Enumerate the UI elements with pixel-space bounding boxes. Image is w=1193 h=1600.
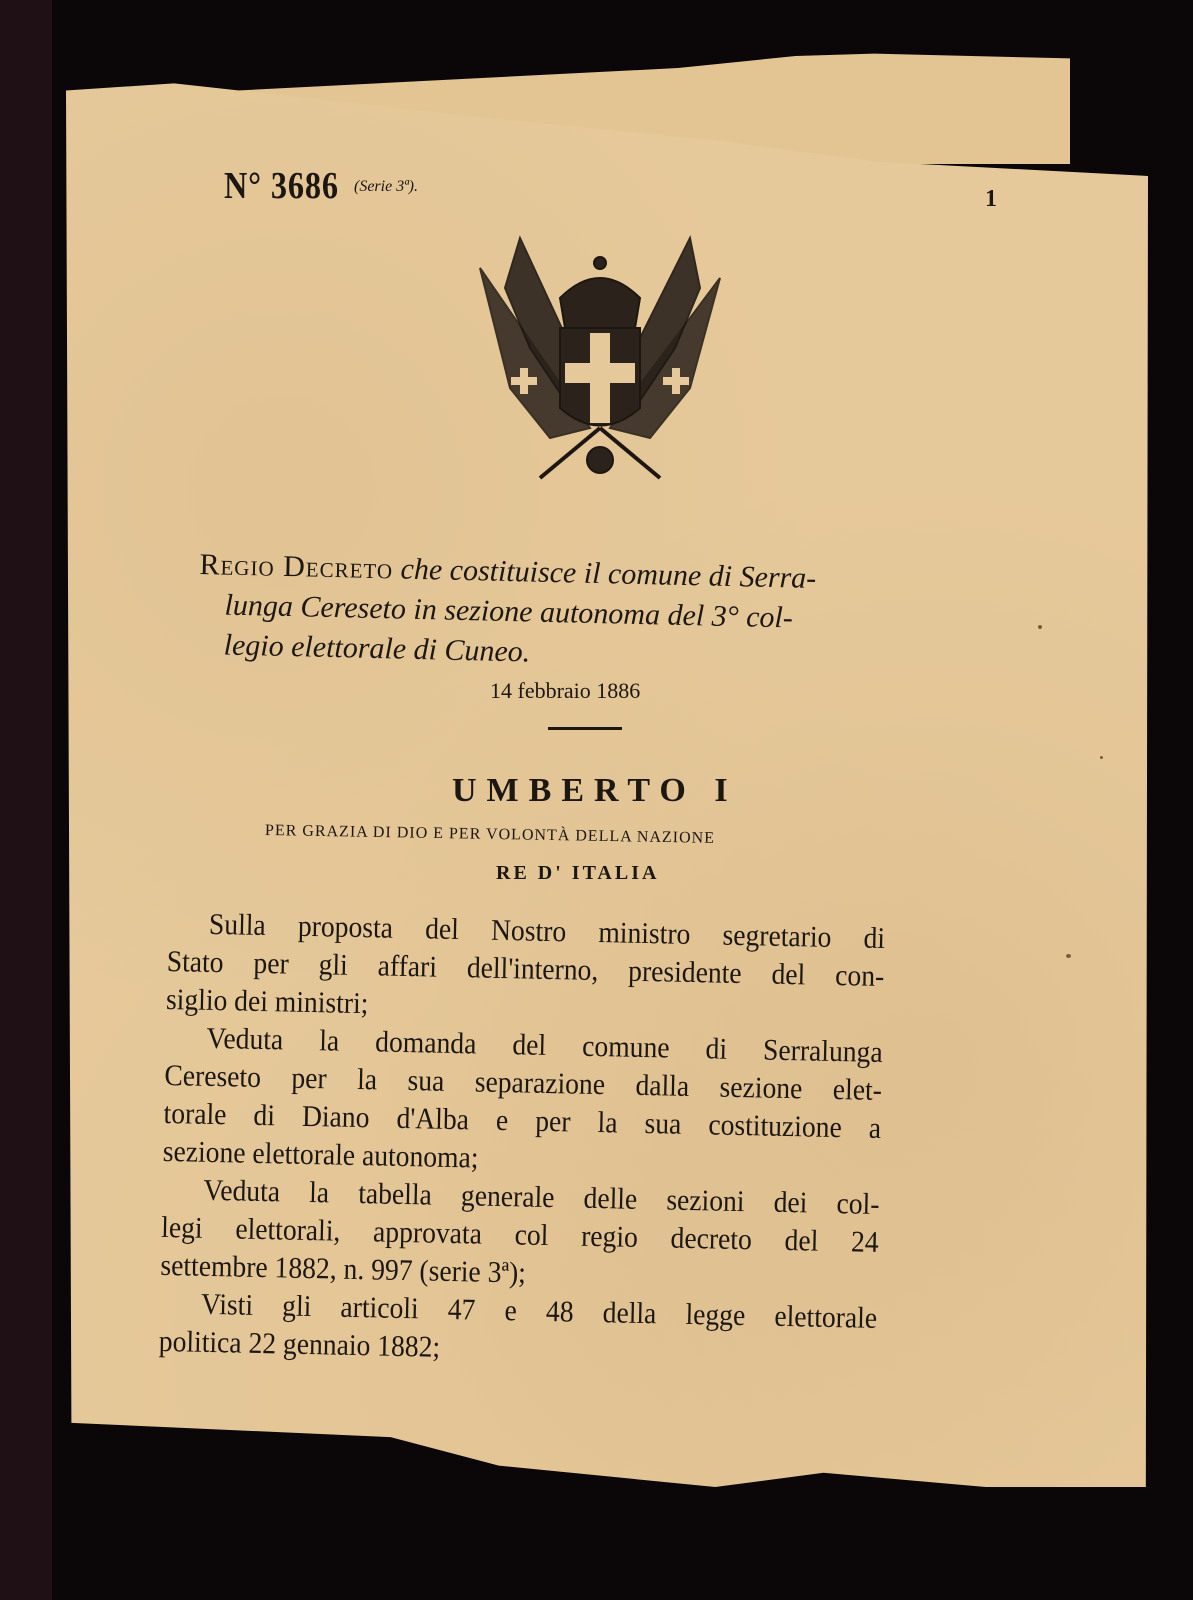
decree-date: 14 febbraio 1886 — [490, 678, 641, 703]
title-prefix: Regio Decreto — [199, 547, 394, 586]
king-title: RE D' ITALIA — [496, 862, 660, 884]
body-line: Veduta la tabella generale delle sezioni dei col- — [203, 1173, 880, 1221]
title-line-1-text: che costituisce il comune di Serra- — [400, 552, 817, 595]
body-line: Veduta la domanda del comune di Serralunga — [206, 1021, 884, 1069]
paragraph — [158, 1285, 877, 1376]
paper-speck — [1066, 954, 1071, 958]
body-line: torale di Diano d'Alba e per la sua costituzione a — [163, 1096, 882, 1145]
title-line-2: lunga Cereseto in sezione autonoma del 3° col- — [224, 588, 794, 635]
body-line: sezione elettorale autonoma; — [162, 1134, 479, 1175]
page-number: 1 — [985, 186, 997, 212]
title-line-3: legio elettorale di Cuneo. — [223, 628, 531, 669]
scan-background-strip — [0, 0, 52, 1600]
paper-speck — [1038, 625, 1042, 629]
body-line: settembre 1882, n. 997 (serie 3ª); — [160, 1248, 527, 1290]
king-name: UMBERTO I — [452, 772, 738, 809]
decree-series: (Serie 3ª). — [354, 178, 418, 195]
grace-formula: PER GRAZIA DI DIO E PER VOLONTÀ DELLA NAZIONE — [264, 822, 716, 847]
paragraph — [166, 905, 886, 1034]
body-line: legi elettorali, approvata col regio decreto del 24 — [160, 1210, 880, 1259]
body-line: politica 22 gennaio 1882; — [158, 1324, 441, 1364]
body-line: Cereseto per la sua separazione dalla sezione elet- — [164, 1058, 883, 1107]
decree-number: N° 3686 — [224, 165, 339, 207]
paper-speck — [1100, 756, 1103, 759]
body-line: Visti gli articoli 47 e 48 della legge elettorale — [200, 1287, 878, 1335]
body-line: siglio dei ministri; — [165, 982, 369, 1021]
coat-of-arms-icon — [450, 228, 750, 488]
body-line: Sulla proposta del Nostro ministro segretario di — [208, 907, 886, 956]
paragraph — [160, 1171, 880, 1300]
decree-body — [158, 905, 885, 1376]
body-line: Stato per gli affari dell'interno, presidente del con- — [166, 944, 885, 994]
divider-rule — [548, 727, 622, 730]
paragraph — [162, 1019, 883, 1186]
decree-title — [197, 545, 970, 682]
